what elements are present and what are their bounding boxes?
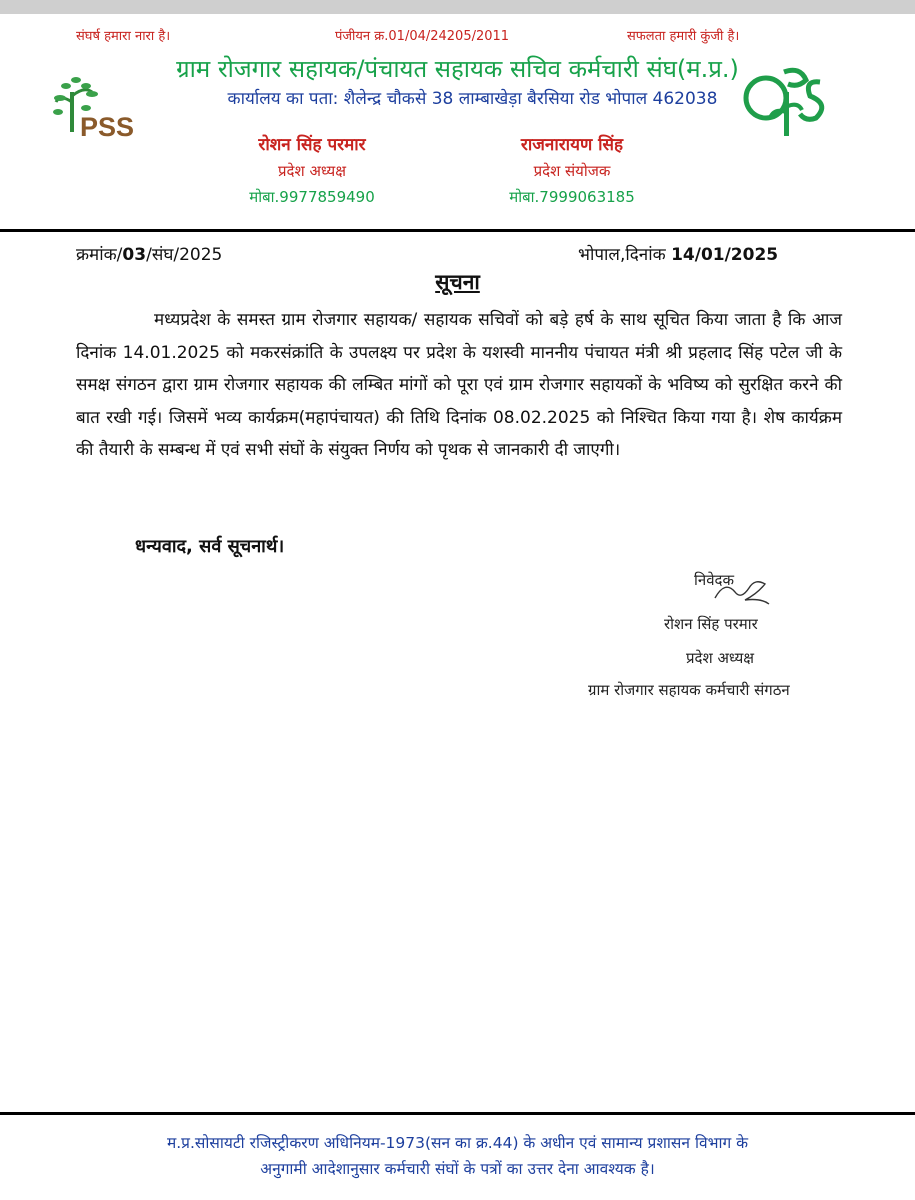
registration-number: पंजीयन क्र.01/04/24205/2011	[335, 29, 510, 44]
ref-suffix: /संघ/2025	[146, 245, 223, 265]
office-address: कार्यालय का पता: शैलेन्द्र चौकसे 38 लाम्बाखेड़ा बैरसिया रोड भोपाल 462038	[227, 89, 718, 109]
reference-number	[76, 242, 222, 265]
ref-number: 03	[122, 245, 147, 265]
top-border	[0, 0, 915, 14]
officer-convener	[452, 132, 692, 210]
reference-date	[578, 242, 778, 265]
closing-line: धन्यवाद, सर्व सूचनार्थ।	[135, 536, 285, 557]
ref-prefix: क्रमांक/	[76, 245, 123, 265]
pss-logo	[52, 72, 142, 147]
grs-emblem-icon	[740, 62, 840, 140]
officer-name: रोशन सिंह परमार	[258, 135, 366, 155]
officer-phone: मोबा.7999063185	[509, 188, 635, 206]
org-title: ग्राम रोजगार सहायक/पंचायत सहायक सचिव कर्मचारी संघ(म.प्र.)	[176, 55, 739, 83]
footer-divider	[0, 1112, 915, 1115]
signatory-designation: प्रदेश अध्यक्ष	[686, 649, 755, 667]
signatory-organization: ग्राम रोजगार सहायक कर्मचारी संगठन	[588, 681, 790, 699]
signature-scribble-icon	[705, 570, 780, 610]
officer-name: राजनारायण सिंह	[520, 135, 624, 155]
signature-label: निवेदक	[694, 571, 735, 589]
date-value: 14/01/2025	[671, 245, 779, 265]
officer-designation: प्रदेश अध्यक्ष	[277, 162, 347, 180]
footer-line-2: अनुगामी आदेशानुसार कर्मचारी संघों के पत्रों का उत्तर देना आवश्यक है।	[260, 1160, 655, 1178]
notice-heading: सूचना	[435, 270, 480, 294]
header-divider	[0, 229, 915, 232]
date-label: भोपाल,दिनांक	[578, 245, 672, 265]
officer-phone: मोबा.9977859490	[249, 188, 375, 206]
signatory-name: रोशन सिंह परमार	[664, 615, 758, 633]
slogan-right: सफलता हमारी कुंजी है।	[627, 29, 740, 44]
officer-designation: प्रदेश संयोजक	[533, 162, 611, 180]
grs-logo	[740, 62, 840, 140]
notice-body: मध्यप्रदेश के समस्त ग्राम रोजगार सहायक/ सहायक सचिवों को बड़े हर्ष के साथ सूचित किया जाता है कि आज दिनांक 14.01.2025 को मकरसंक्रांति के उपलक्ष्य पर प्रदेश के यशस्वी माननीय पंचायत मंत्री श्री प्रहलाद सिंह पटेल जी के समक्ष संगठन द्वारा ग्राम रोजगार सहायक की लम्बित मांगों को पूरा एवं ग्राम रोजगार सहायकों के भविष्य को सुरक्षित करने की बात रखी गई। जिसमें भव्य कार्यक्रम(महापंचायत) की तिथि दिनांक 08.02.2025 को निश्चित किया गया है। शेष कार्यक्रम की तैयारी के सम्बन्ध में एवं सभी संघों के संयुक्त निर्णय को पृथक से जानकारी दी जाएगी।	[76, 310, 842, 460]
footer-line-1: म.प्र.सोसायटी रजिस्ट्रीकरण अधिनियम-1973(सन का क्र.44) के अधीन एवं सामान्य प्रशासन विभाग के	[166, 1134, 749, 1152]
slogan-left: संघर्ष हमारा नारा है।	[76, 29, 171, 44]
pss-logo-text: PSS	[80, 112, 135, 142]
footer-note	[0, 1130, 915, 1182]
officer-president	[192, 132, 432, 210]
